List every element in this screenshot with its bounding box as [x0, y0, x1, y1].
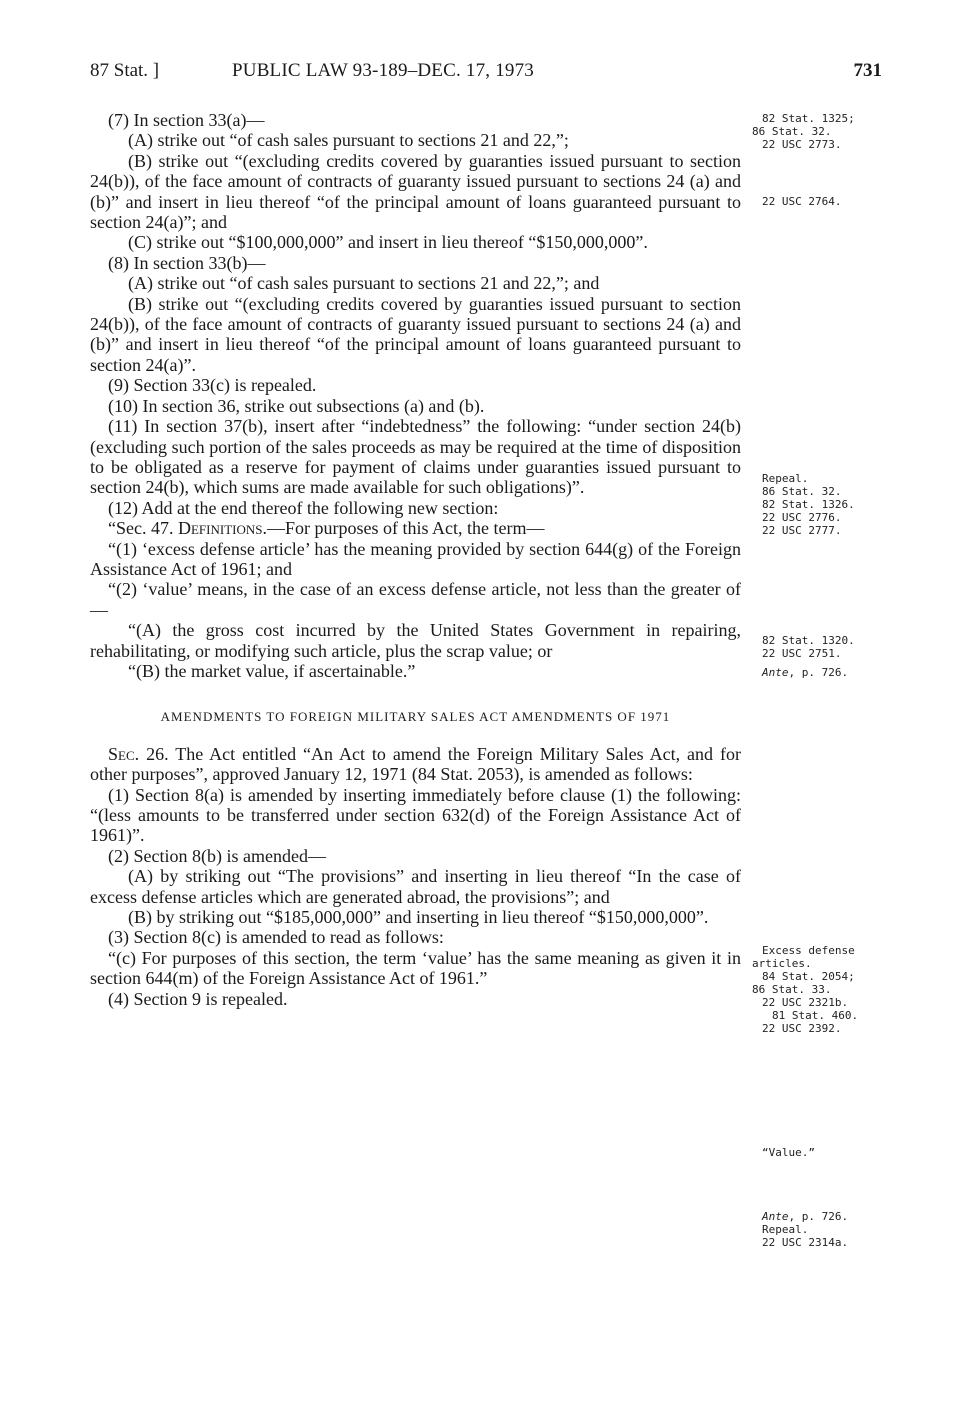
statute-volume: 87 Stat. ] [90, 60, 160, 81]
definition-2: “(2) ‘value’ means, in the case of an excess defense article, not less than the greater of— [90, 579, 741, 620]
margin-line: 82 Stat. 1326. [762, 498, 855, 511]
paragraph-12: (12) Add at the end thereof the following new section: [108, 497, 499, 518]
clause-7c: (C) strike out “$100,000,000” and insert in lieu thereof “$150,000,000”. [128, 232, 648, 253]
amendment-3c: “(c) For purposes of this section, the term ‘value’ has the same meaning as given it in section 644(m) of the Foreign Assistance Act of 1961.” [90, 947, 741, 989]
page-header [90, 60, 882, 88]
margin-line: 22 USC 2314a. [762, 1236, 849, 1249]
margin-line: 22 USC 2776. [762, 511, 842, 524]
margin-line [752, 1210, 902, 1223]
amendment-3: (3) Section 8(c) is amended to read as follows: [108, 927, 444, 948]
ante-page: , p. 726. [788, 1210, 849, 1223]
amendment-2a: (A) by striking out “The provisions” and inserting in lieu thereof “In the case of excess defense articles which are generated abroad, the provisions”; and [90, 866, 741, 907]
paragraph-8: (8) In section 33(b)— [108, 252, 266, 273]
amendment-4: (4) Section 9 is repealed. [108, 988, 288, 1009]
ante-reference: Ante [762, 666, 789, 679]
clause-7a: (A) strike out “of cash sales pursuant to sections 21 and 22,”; [128, 130, 569, 151]
margin-line: Repeal. [762, 1223, 809, 1236]
definition-2a: “(A) the gross cost incurred by the United States Government in repairing, rehabilitating, or modifying such article, plus the scrap value; or [90, 620, 741, 661]
margin-note-6 [752, 944, 902, 1035]
section-heading: AMENDMENTS TO FOREIGN MILITARY SALES ACT AMENDMENTS OF 1971 [160, 709, 671, 725]
margin-line: 86 Stat. 33. [752, 983, 832, 996]
margin-line: “Value.” [762, 1146, 815, 1159]
running-title: PUBLIC LAW 93-189–DEC. 17, 1973 [232, 60, 534, 81]
margin-line: articles. [752, 957, 812, 970]
paragraph-11: (11) In section 37(b), insert after “indebtedness” the following: “under section 24(b) (excluding such portion of the sales proceeds as may be required at the time of disposition to be obligated as a reserve for payment of claims under guaranties issued pursuant to section 24(b), which sums are made available for such obligations)”. [90, 416, 741, 498]
page-number: 731 [853, 60, 882, 81]
margin-line: 84 Stat. 2054; [762, 970, 855, 983]
definition-1: “(1) ‘excess defense article’ has the meaning provided by section 644(g) of the Foreign Assistance Act of 1961; and [90, 538, 741, 579]
clause-7b: (B) strike out “(excluding credits covered by guaranties issued pursuant to section 24(b)), of the face amount of contracts of guaranty issued pursuant to sections 24 (a) and (b)” and insert in lieu thereof “of the principal amount of loans guaranteed pursuant to section 24(a)”; and [90, 150, 741, 233]
margin-note-8 [752, 1210, 902, 1249]
section-47 [90, 518, 741, 538]
definitions-heading: Definitions. [177, 518, 267, 539]
margin-line: 86 Stat. 32. [752, 125, 832, 138]
margin-line: 82 Stat. 1320. [762, 634, 855, 647]
paragraph-7: (7) In section 33(a)— [108, 110, 265, 130]
margin-line: 22 USC 2777. [762, 524, 842, 537]
margin-line: Excess defense [762, 944, 855, 957]
margin-line: 22 USC 2751. [762, 647, 842, 660]
section-26-text: The Act entitled “An Act to amend the Foreign Military Sales Act, and for other purposes”, approved January 12, 1971 (84 Stat. 2053), is amended as follows: [90, 743, 741, 785]
margin-line: 22 USC 2764. [762, 195, 842, 208]
clause-8a: (A) strike out “of cash sales pursuant to sections 21 and 22,”; and [128, 273, 600, 294]
section-47-number: “Sec. 47. [108, 518, 174, 539]
margin-line: 22 USC 2392. [762, 1022, 842, 1035]
margin-note-4 [752, 634, 902, 679]
ante-page: , p. 726. [788, 666, 849, 679]
margin-note-3 [752, 472, 902, 537]
margin-note-2 [752, 195, 902, 208]
section-26-number: Sec. 26. [108, 743, 169, 764]
margin-line: Repeal. [762, 472, 809, 485]
amendment-1: (1) Section 8(a) is amended by inserting immediately before clause (1) the following: “(less amounts to be transferred under section 632(d) of the Foreign Assistance Act of 1961)”. [90, 784, 741, 846]
margin-line [752, 666, 902, 679]
paragraph-10: (10) In section 36, strike out subsections (a) and (b). [108, 395, 485, 416]
clause-8b: (B) strike out “(excluding credits covered by guaranties issued pursuant to section 24(b)), of the face amount of contracts of guaranty issued pursuant to sections 24 (a) and (b)” and insert in lieu thereof “of the principal amount of loans guaranteed pursuant to section 24(a)”. [90, 293, 741, 375]
ante-reference: Ante [762, 1210, 789, 1223]
margin-line: 22 USC 2321b. [762, 996, 849, 1009]
margin-line: 86 Stat. 32. [762, 485, 842, 498]
margin-note-7 [752, 1146, 902, 1159]
margin-line: 22 USC 2773. [762, 138, 842, 151]
section-47-text: —For purposes of this Act, the term— [266, 518, 545, 539]
main-text [90, 110, 741, 1009]
definition-2b: “(B) the market value, if ascertainable.” [128, 660, 416, 681]
margin-line: 81 Stat. 460. [772, 1009, 859, 1022]
amendment-2: (2) Section 8(b) is amended— [108, 845, 326, 866]
margin-note-1 [752, 112, 902, 151]
margin-line: 82 Stat. 1325; [762, 112, 855, 125]
paragraph-9: (9) Section 33(c) is repealed. [108, 375, 317, 396]
amendment-2b: (B) by striking out “$185,000,000” and inserting in lieu thereof “$150,000,000”. [128, 907, 709, 928]
section-26 [90, 744, 741, 785]
